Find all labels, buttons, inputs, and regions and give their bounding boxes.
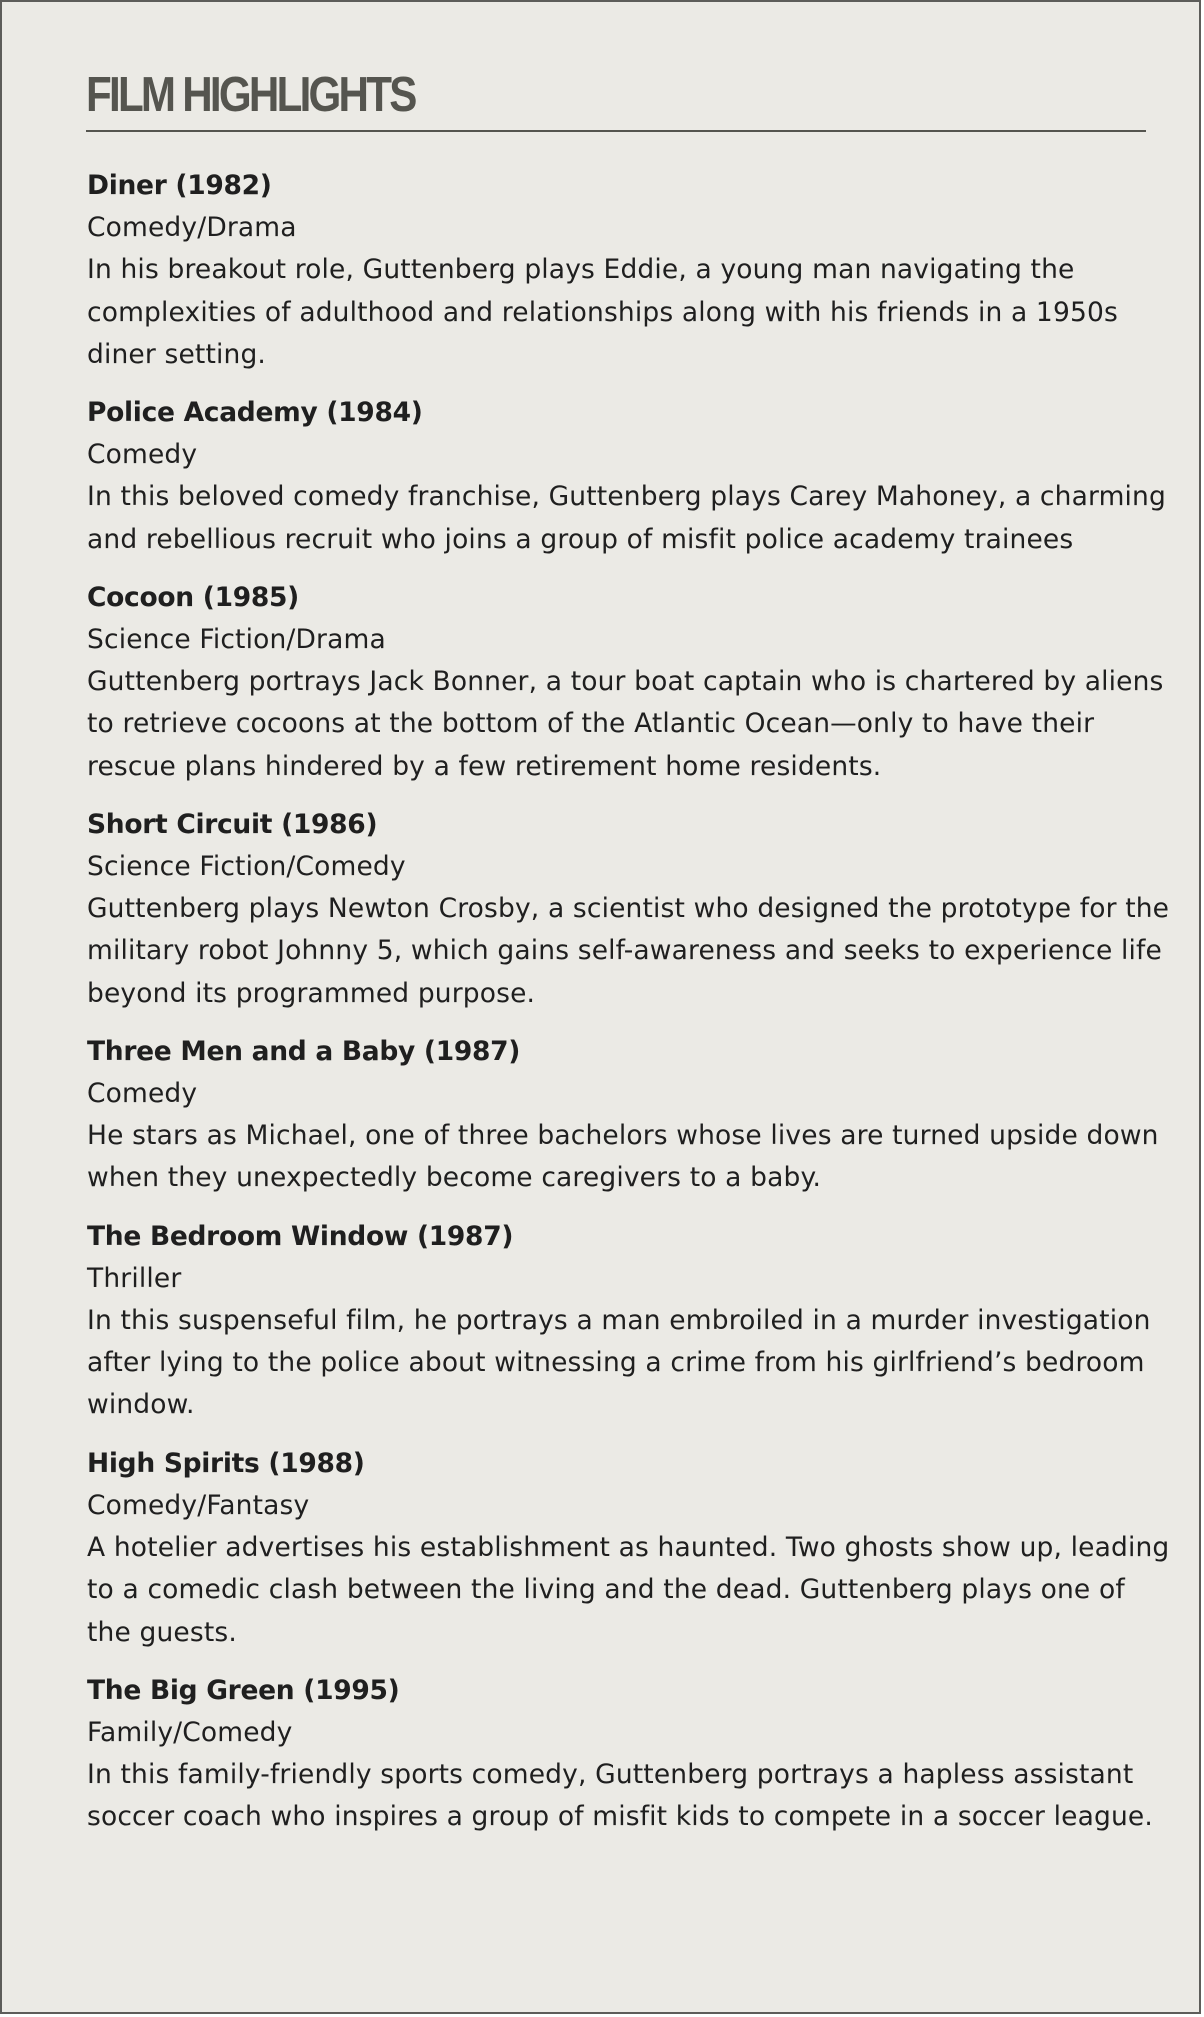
film-description: A hotelier advertises his establishment as haunted. Two ghosts show up, leading to a comedic clash between the living and the dead. Guttenberg plays one of the guests. [87,1532,1170,1648]
section-heading-text: FILM HIGHLIGHTS [86,68,415,122]
film-entry [87,1031,1177,1200]
film-genre: Comedy [87,1078,198,1110]
film-entry [87,804,1177,1015]
film-genre: Comedy/Drama [87,212,297,244]
film-genre: Comedy/Fantasy [87,1489,310,1521]
film-entry [87,1216,1177,1427]
film-description: He stars as Michael, one of three bachelors whose lives are turned upside down when they unexpectedly become caregivers to a baby. [87,1120,1159,1194]
film-list [87,165,1177,1855]
film-title: Three Men and a Baby (1987) [87,1035,521,1067]
film-entry [87,1443,1177,1654]
film-genre: Family/Comedy [87,1716,293,1748]
film-genre: Science Fiction/Drama [87,624,386,656]
film-genre: Science Fiction/Comedy [87,851,406,883]
film-title: The Big Green (1995) [87,1674,400,1706]
film-description: In this beloved comedy franchise, Guttenberg plays Carey Mahoney, a charming and rebellious recruit who joins a group of misfit police academy trainees [87,481,1166,555]
film-description: In this suspenseful film, he portrays a man embroiled in a murder investigation after lying to the police about witnessing a crime from his girlfriend’s bedroom window. [87,1305,1151,1421]
film-genre: Comedy [87,439,198,471]
film-description: In this family-friendly sports comedy, Guttenberg portrays a hapless assistant soccer coach who inspires a group of misfit kids to compete in a soccer league. [87,1759,1153,1833]
section-heading [86,60,1146,132]
film-title: Short Circuit (1986) [87,808,378,840]
film-entry [87,577,1177,788]
film-description: Guttenberg plays Newton Crosby, a scientist who designed the prototype for the military robot Johnny 5, which gains self-awareness and seeks to experience life beyond its programmed purpose. [87,893,1170,1009]
film-title: The Bedroom Window (1987) [87,1220,514,1252]
film-entry [87,1670,1177,1839]
film-entry [87,165,1177,376]
film-description: Guttenberg portrays Jack Bonner, a tour boat captain who is chartered by aliens to retrieve cocoons at the bottom of the Atlantic Ocean—only to have their rescue plans hindered by a few retirement home residents. [87,666,1164,782]
film-title: Police Academy (1984) [87,397,423,429]
film-description: In his breakout role, Guttenberg plays Eddie, a young man navigating the complexities of adulthood and relationships along with his friends in a 1950s diner setting. [87,254,1118,370]
film-title: High Spirits (1988) [87,1447,365,1479]
film-title: Diner (1982) [87,170,272,201]
film-genre: Thriller [87,1262,182,1294]
film-title: Cocoon (1985) [87,581,299,613]
film-entry [87,392,1177,561]
